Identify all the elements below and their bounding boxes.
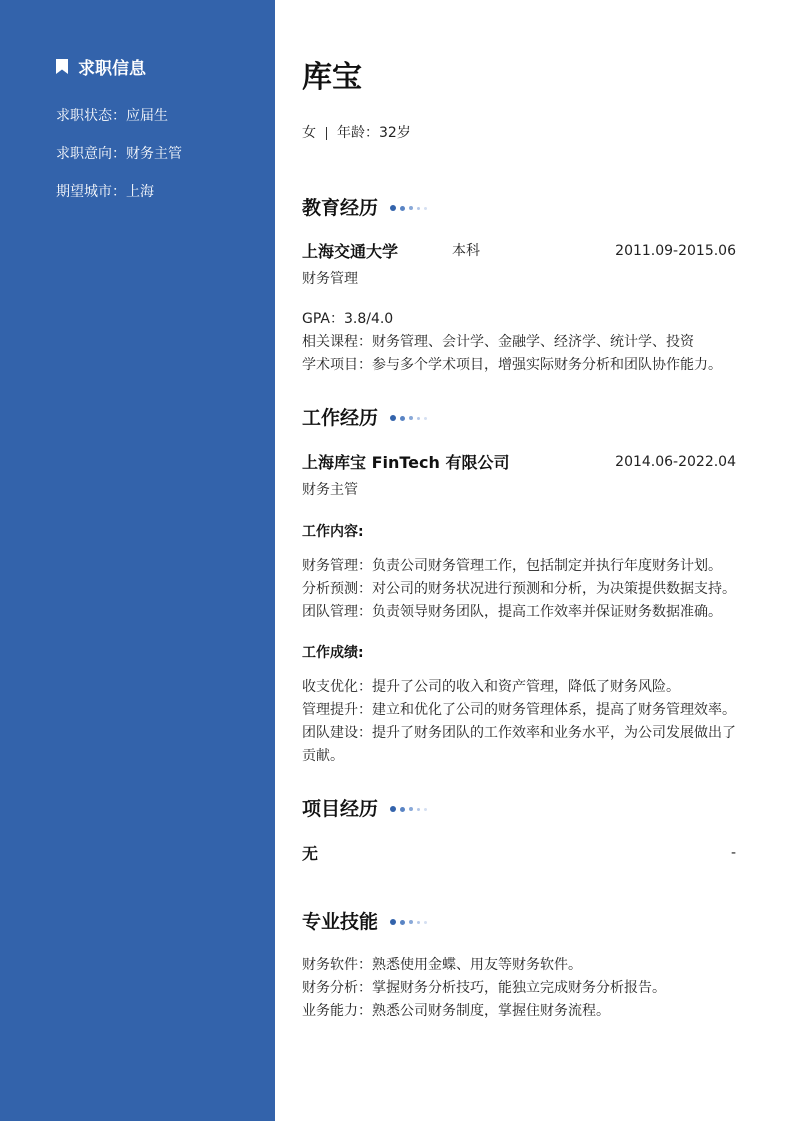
work-content-item: 分析预测：对公司的财务状况进行预测和分析，为决策提供数据支持。 (302, 581, 736, 597)
work-period: 2014.06-2022.04 (615, 454, 736, 470)
work-result-item: 贡献。 (302, 748, 344, 764)
skill-item: 财务分析：掌握财务分析技巧，能独立完成财务分析报告。 (302, 980, 666, 996)
projects-heading (302, 795, 431, 823)
project-name: 无 (302, 844, 319, 863)
projects-title: 项目经历 (302, 798, 379, 820)
project-period: - (730, 845, 736, 861)
school-name: 上海交通大学 (302, 242, 399, 261)
education-heading (302, 194, 431, 222)
dots-decoration (390, 919, 431, 925)
sidebar-heading (56, 54, 146, 79)
dots-decoration (390, 205, 431, 211)
work-result-item: 收支优化：提升了公司的收入和资产管理，降低了财务风险。 (302, 679, 680, 695)
education-title: 教育经历 (302, 197, 379, 219)
expected-city: 期望城市：上海 (56, 184, 154, 200)
divider (326, 127, 327, 140)
degree: 本科 (452, 243, 480, 259)
work-content-item: 财务管理：负责公司财务管理工作，包括制定并执行年度财务计划。 (302, 558, 722, 574)
work-heading (302, 404, 431, 432)
age: 年龄：32岁 (337, 125, 411, 141)
edu-detail: 相关课程：财务管理、会计学、金融学、经济学、统计学、投资 (302, 334, 694, 350)
work-results-title: 工作成绩: (302, 645, 364, 661)
main-content (302, 0, 742, 1121)
position: 财务主管 (302, 482, 358, 498)
dots-decoration (390, 415, 431, 421)
skill-item: 业务能力：熟悉公司财务制度，掌握住财务流程。 (302, 1003, 610, 1019)
gender: 女 (302, 125, 316, 141)
edu-detail: 学术项目：参与多个学术项目，增强实际财务分析和团队协作能力。 (302, 357, 722, 373)
work-result-item: 管理提升：建立和优化了公司的财务管理体系，提高了财务管理效率。 (302, 702, 736, 718)
sidebar (0, 0, 275, 1121)
basic-info (302, 123, 411, 143)
dots-decoration (390, 806, 431, 812)
job-status: 求职状态：应届生 (56, 108, 168, 124)
work-result-item: 团队建设：提升了财务团队的工作效率和业务水平，为公司发展做出了 (302, 725, 736, 741)
bookmark-icon (56, 59, 68, 74)
edu-detail: GPA：3.8/4.0 (302, 311, 394, 327)
sidebar-title: 求职信息 (78, 59, 146, 79)
work-content-title: 工作内容: (302, 524, 364, 540)
skill-item: 财务软件：熟悉使用金蝶、用友等财务软件。 (302, 957, 582, 973)
major: 财务管理 (302, 271, 358, 287)
education-period: 2011.09-2015.06 (615, 243, 736, 259)
company-name: 上海库宝 FinTech 有限公司 (302, 453, 510, 472)
candidate-name: 库宝 (302, 60, 362, 95)
skills-heading (302, 908, 431, 936)
work-title: 工作经历 (302, 407, 379, 429)
work-content-item: 团队管理：负责领导财务团队，提高工作效率并保证财务数据准确。 (302, 604, 722, 620)
job-intent: 求职意向：财务主管 (56, 146, 182, 162)
skills-title: 专业技能 (302, 911, 379, 933)
